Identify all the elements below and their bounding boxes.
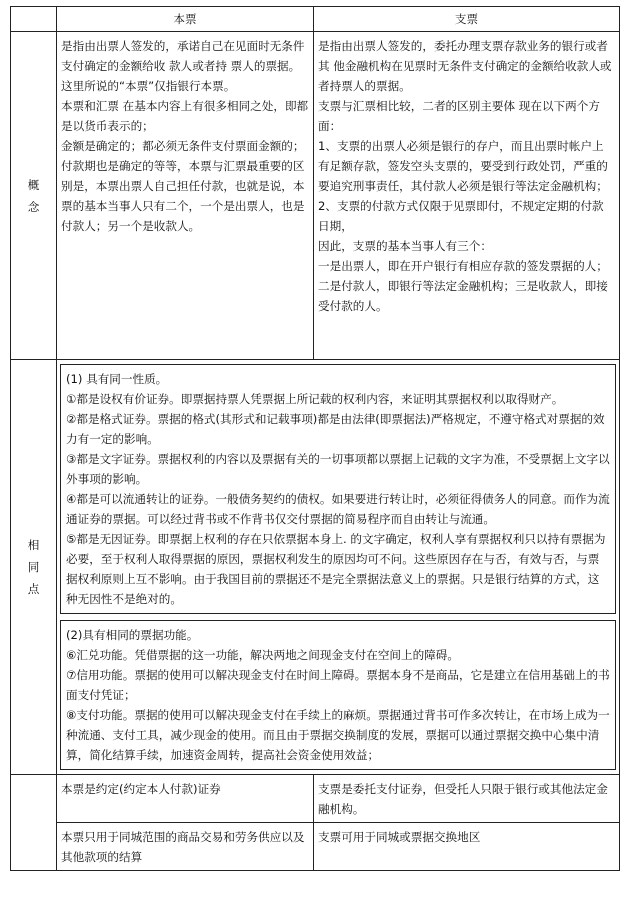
diff-label-cell bbox=[11, 775, 57, 871]
same-nature-para: ②都是格式证券。票据的格式(其形式和记载事项)都是由法律(即票据法)严格规定，不遵守格式对票据的效力有一定的影响。 bbox=[66, 412, 605, 446]
concept-benpiao-para: 付款期也是确定的等等，本票与汇票最重要的区别是，本票出票人自己担任付款，也就是说，本票的基本当事人只有二个，一个是出票人，也是付款人；另一个是收款人。 bbox=[61, 159, 305, 233]
diff-row bbox=[11, 775, 620, 823]
concept-label: 概念 bbox=[27, 177, 40, 214]
same-row bbox=[11, 360, 620, 775]
same-content-cell bbox=[57, 360, 620, 775]
header-empty-cell bbox=[11, 7, 57, 32]
diff-row bbox=[11, 823, 620, 871]
same-nature-para: (1) 具有同一性质。 bbox=[66, 372, 168, 386]
same-function-para: ⑦信用功能。票据的使用可以解决现金支付在时间上障碍。票据本身不是商品，它是建立在信用基础上的书面支付凭证； bbox=[66, 668, 610, 702]
concept-benpiao-para: 金额是确定的；都必须无条件支付票面金额的； bbox=[61, 139, 305, 153]
concept-zhipiao-cell bbox=[314, 32, 620, 360]
same-function-para: ⑧支付功能。票据的使用可以解决现金支付在手续上的麻烦。票据通过背书可作多次转让，在市场上成为一种流通、支付工具，减少现金的使用。而且由于票据交换制度的发展，票据可以通过票据交换中心集中清算，简化结算手续，加速资金周转，提高社会资金使用效益； bbox=[66, 708, 610, 762]
concept-zhipiao-para: 因此，支票的基本当事人有三个： bbox=[318, 239, 492, 253]
concept-zhipiao-para: 一是出票人，即在开户银行有相应存款的签发票据的人； bbox=[318, 259, 608, 273]
concept-benpiao-para: 这里所说的“本票”仅指银行本票。 bbox=[61, 79, 236, 93]
header-zhipiao: 支票 bbox=[314, 7, 620, 32]
same-nature-para: ⑤都是无因证券。即票据上权利的存在只依票据本身上. 的文字确定，权利人享有票据权利只以持有票据为必要，至于权利人取得票据的原因，票据权利发生的原因均可不问。这些原因存在与否，有效与否，与票据权利原则上互不影响。由于我国目前的票据还不是完全票据法意义上的票据。只是银行结算的方式，这种无因性不是绝对的。 bbox=[66, 532, 606, 606]
concept-zhipiao-para: 支票与汇票相比较，二者的区别主要体 现在以下两个方面： bbox=[318, 99, 600, 133]
same-nature-para: ③都是文字证券。票据权利的内容以及票据有关的一切事项都以票据上记载的文字为准，不受票据上文字以外事项的影响。 bbox=[66, 452, 610, 486]
header-benpiao: 本票 bbox=[57, 7, 314, 32]
diff-benpiao-cell: 本票只用于同城范围的商品交易和劳务供应以及其他款项的结算 bbox=[57, 823, 314, 871]
concept-benpiao-para: 本票和汇票 在基本内容上有很多相同之处，即都是以货币表示的； bbox=[61, 99, 309, 133]
same-nature-block bbox=[60, 364, 616, 614]
diff-zhipiao-cell: 支票可用于同城或票据交换地区 bbox=[314, 823, 620, 871]
diff-zhipiao-cell: 支票是委托支付证券，但受托人只限于银行或其他法定金融机构。 bbox=[314, 775, 620, 823]
same-nature-para: ④都是可以流通转让的证券。一般债务契约的债权。如果要进行转让时，必须征得债务人的同意。而作为流通证券的票据。可以经过背书或不作背书仅交付票据的简易程序而自由转让与流通。 bbox=[66, 492, 610, 526]
same-nature-para: ①都是设权有价证券。即票据持票人凭票据上所记载的权利内容，来证明其票据权利以取得财产。 bbox=[66, 392, 564, 406]
concept-row bbox=[11, 32, 620, 360]
concept-label-cell bbox=[11, 32, 57, 360]
concept-zhipiao-para: 2、支票的付款方式仅限于见票即付，不规定定期的付款日期， bbox=[318, 199, 604, 233]
concept-benpiao-cell bbox=[57, 32, 314, 360]
same-function-block bbox=[60, 620, 616, 770]
concept-zhipiao-para: 二是付款人，即银行等法定金融机构；三是收款人，即接受付款的人。 bbox=[318, 279, 608, 313]
same-function-para: (2)具有相同的票据功能。 bbox=[66, 628, 199, 642]
diff-benpiao-cell: 本票是约定(约定本人付款)证券 bbox=[57, 775, 314, 823]
same-label-cell bbox=[11, 360, 57, 775]
comparison-table bbox=[10, 6, 620, 871]
concept-zhipiao-para: 1、支票的出票人必须是银行的存户，而且出票时帐户上有足额存款，签发空头支票的，要受到行政处罚，严重的要追究刑事责任，其付款人必须是银行等法定金融机构； bbox=[318, 139, 608, 193]
header-row bbox=[11, 7, 620, 32]
concept-benpiao-para: 是指由出票人签发的，承诺自己在见面时无条件支付确定的金额给收 款人或者持 票人的票据。 bbox=[61, 39, 305, 73]
same-function-para: ⑥汇兑功能。凭借票据的这一功能，解决两地之间现金支付在空间上的障碍。 bbox=[66, 648, 459, 662]
same-label: 相同点 bbox=[27, 538, 40, 596]
concept-zhipiao-para: 是指由出票人签发的，委托办理支票存款业务的银行或者其 他金融机构在见票时无条件支付确定的金额给收款人或者持票人的票据。 bbox=[318, 39, 612, 93]
